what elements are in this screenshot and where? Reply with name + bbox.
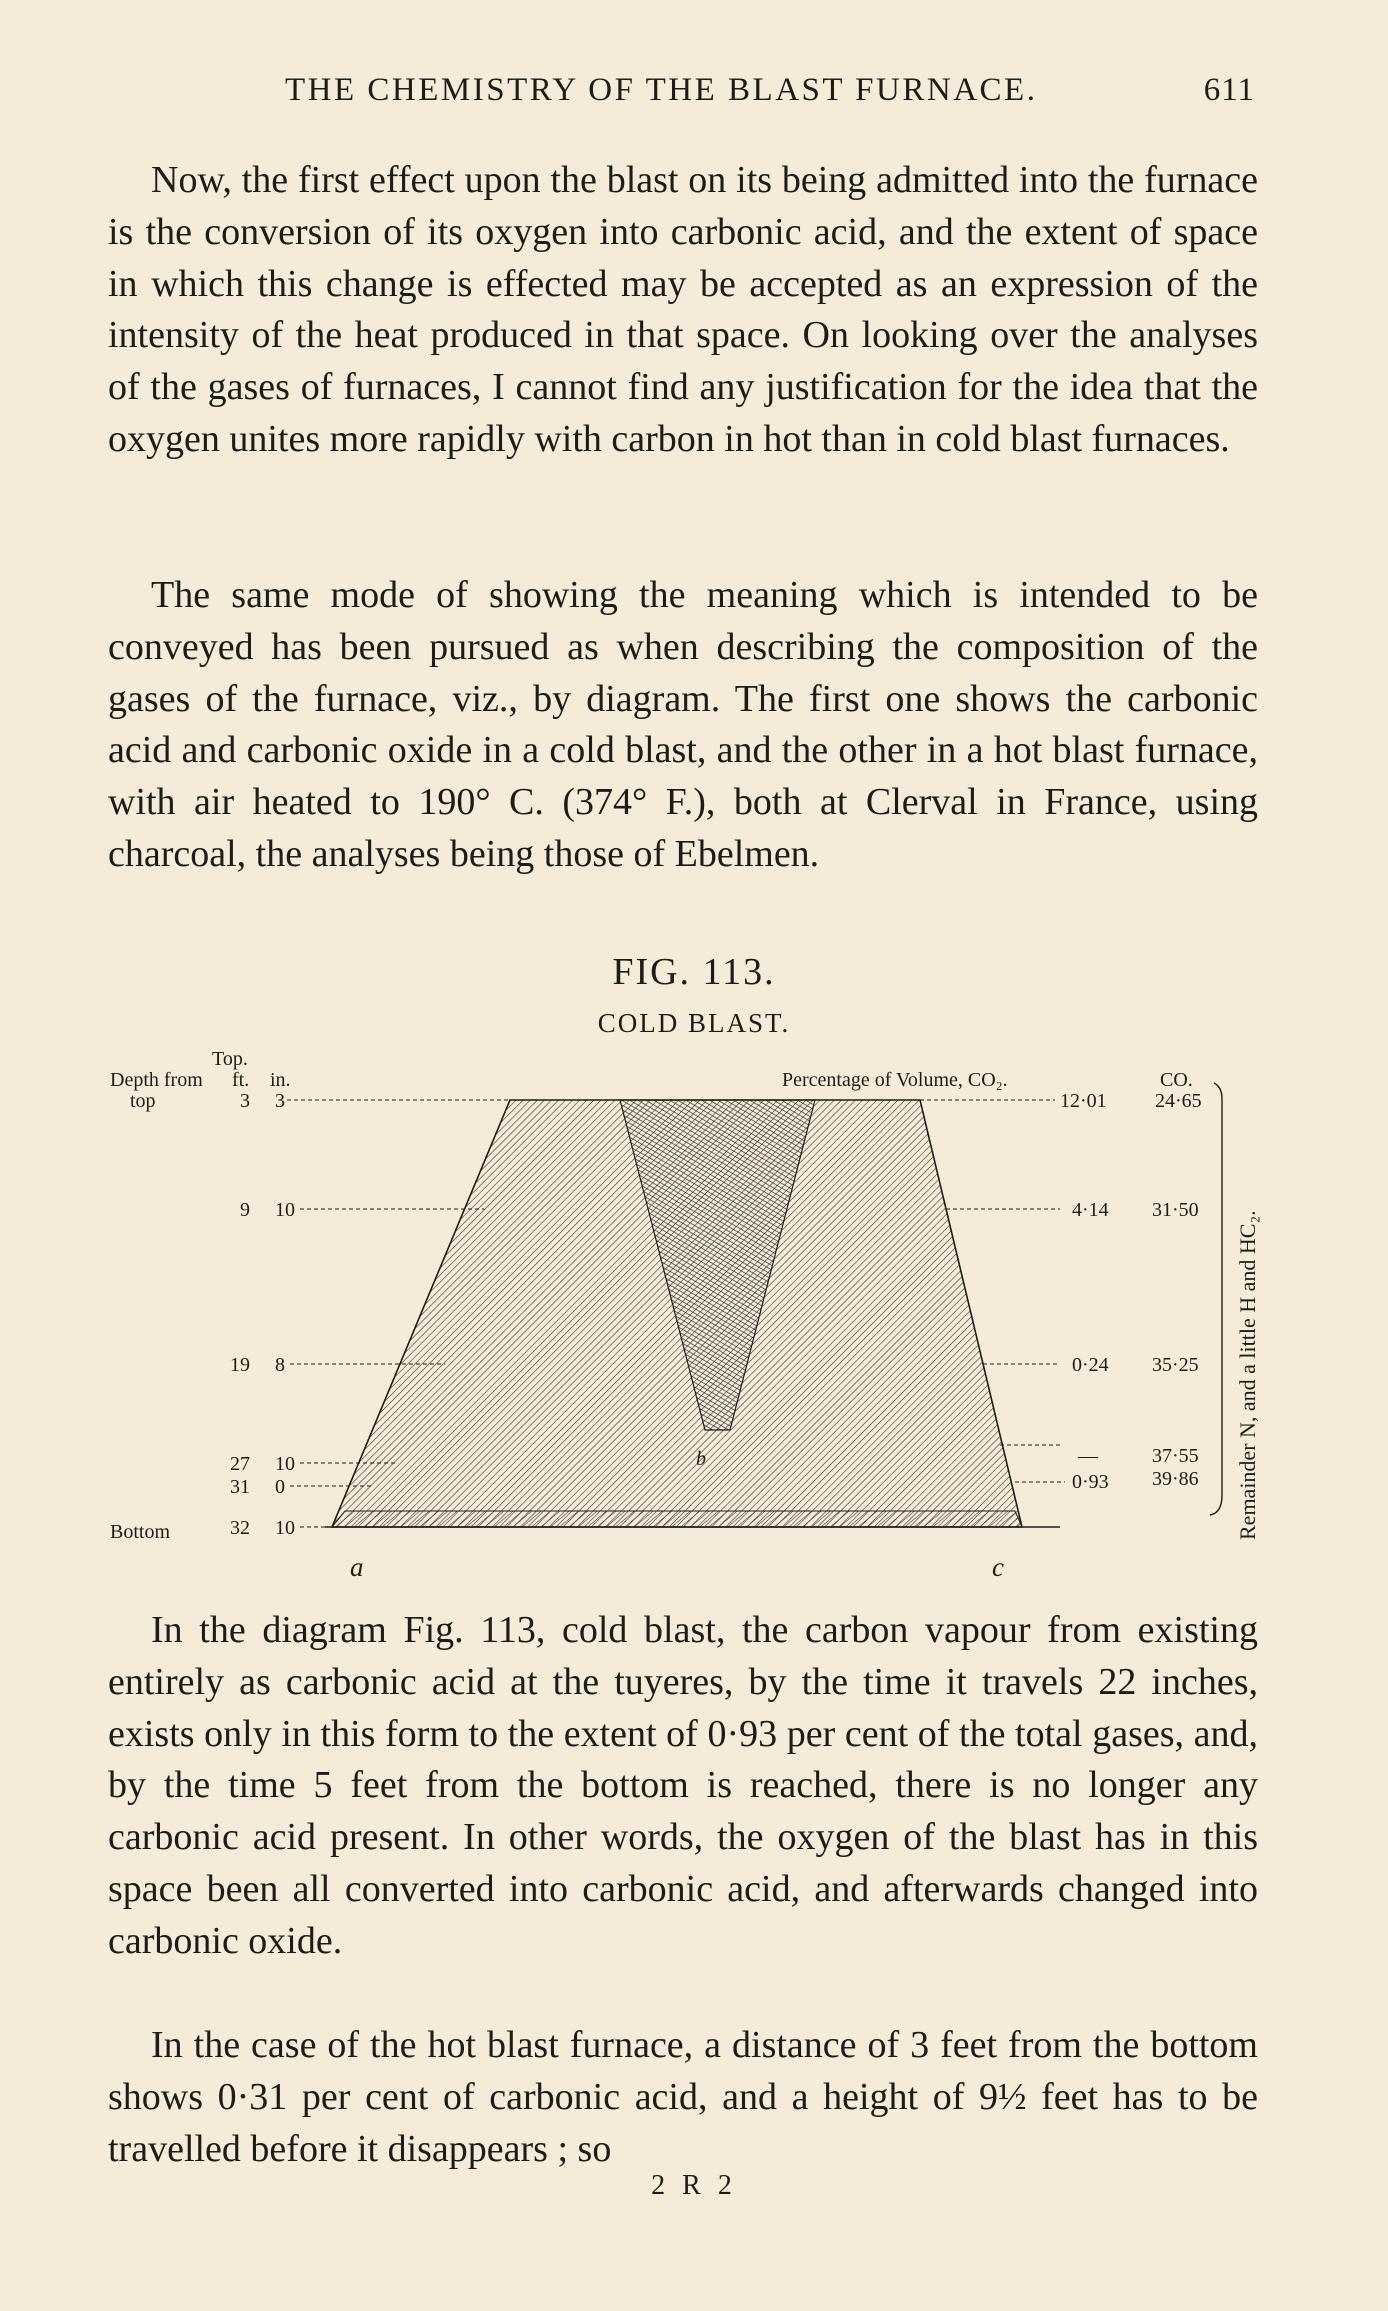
row-2-co2: 4·14 bbox=[1072, 1199, 1109, 1221]
paragraph-4: In the case of the hot blast furnace, a distance of 3 feet from the bottom shows 0·31 per cent of carbonic acid, and a height of 9½ feet has to be travelled before it disappears ; so bbox=[108, 2024, 1258, 2170]
remainder-bracket bbox=[1210, 1083, 1222, 1515]
diagram-top-word: top bbox=[130, 1090, 156, 1112]
row-3-in: 8 bbox=[275, 1354, 285, 1376]
letter-c: c bbox=[992, 1552, 1004, 1582]
diagram-ft-label: ft. bbox=[232, 1069, 250, 1091]
running-head bbox=[285, 72, 1255, 122]
row-4-in: 10 bbox=[275, 1453, 295, 1475]
row-2-in: 10 bbox=[275, 1199, 295, 1221]
row-5-in: 0 bbox=[275, 1476, 285, 1498]
row-1-ft: 3 bbox=[240, 1090, 250, 1112]
paragraph-2: The same mode of showing the meaning which is intended to be conveyed has been pursued as when describing the composition of the gases of the furnace, viz., by diagram. The first one shows the carbonic acid and carbonic oxide in a cold blast, and the other in a hot blast furnace, with air heated to 190° C. (374° F.), both at Clerval in France, using charcoal, the analyses being those of Ebelmen. bbox=[108, 574, 1258, 875]
diagram-in-label: in. bbox=[270, 1069, 291, 1091]
figure-caption: FIG. 113. bbox=[612, 951, 776, 993]
letter-b: b bbox=[696, 1448, 706, 1470]
row-5-co2: 0·93 bbox=[1072, 1471, 1109, 1493]
co-header: CO. bbox=[1160, 1069, 1193, 1091]
row-3-co2: 0·24 bbox=[1072, 1354, 1109, 1376]
row-4-co: 37·55 bbox=[1152, 1445, 1199, 1467]
percentage-header: Percentage of Volume, CO₂. bbox=[782, 1069, 1008, 1091]
paragraph-3: In the diagram Fig. 113, cold blast, the carbon vapour from existing entirely as carbonic acid at the tuyeres, by the time it travels 22 inches, exists only in this form to the extent of 0·93 per cent of the total gases, and, by the time 5 feet from the bottom is reached, there is no longer any carbonic acid present. In other words, the oxygen of the blast has in this space been all converted into carbonic acid, and afterwards changed into carbonic oxide. bbox=[108, 1609, 1258, 1962]
diagram-depth-label: Depth from bbox=[110, 1069, 203, 1091]
row-1-co: 24·65 bbox=[1155, 1090, 1202, 1112]
row-2-ft: 9 bbox=[240, 1199, 250, 1221]
diagram-top-label: Top. bbox=[212, 1048, 248, 1070]
row-4-ft: 27 bbox=[230, 1453, 250, 1475]
letter-a: a bbox=[350, 1552, 364, 1582]
row-3-co: 35·25 bbox=[1152, 1354, 1199, 1376]
cold-blast-diagram bbox=[100, 1035, 1280, 1595]
row-3-ft: 19 bbox=[230, 1354, 250, 1376]
running-head-title: THE CHEMISTRY OF THE BLAST FURNACE. bbox=[285, 72, 1038, 108]
row-5-co: 39·86 bbox=[1152, 1468, 1199, 1490]
row-2-co: 31·50 bbox=[1152, 1199, 1199, 1221]
furnace-profile bbox=[325, 1100, 1060, 1527]
diagram-bottom-label: Bottom bbox=[110, 1521, 171, 1543]
row-6-in: 10 bbox=[275, 1517, 295, 1539]
signature-mark: 2 R 2 bbox=[651, 2170, 737, 2201]
row-4-co2: — bbox=[1078, 1445, 1098, 1467]
bottom-hatched-band bbox=[332, 1511, 1022, 1527]
figure-subtitle: COLD BLAST. bbox=[597, 1008, 791, 1038]
paragraph-1: Now, the first effect upon the blast on its being admitted into the furnace is the conversion of its oxygen into carbonic acid, and the extent of space in which this change is effected may be accepted as an expression of the intensity of the heat produced in that space. On looking over the analyses of the gases of furnaces, I cannot find any justification for the idea that the oxygen unites more rapidly with carbon in hot than in cold blast furnaces. bbox=[108, 159, 1258, 460]
page-number: 611 bbox=[1203, 72, 1255, 108]
row-1-co2: 12·01 bbox=[1060, 1090, 1107, 1112]
row-1-in: 3 bbox=[275, 1090, 285, 1112]
row-6-ft: 32 bbox=[230, 1517, 250, 1539]
row-5-ft: 31 bbox=[230, 1476, 250, 1498]
remainder-note: Remainder N, and a little H and HC₂. bbox=[1235, 1210, 1260, 1540]
